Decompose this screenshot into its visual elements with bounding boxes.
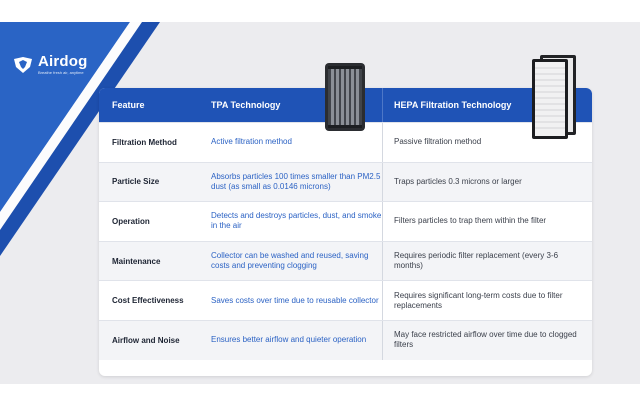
row-tpa: Active filtration method: [197, 123, 383, 162]
row-feature: Cost Effectiveness: [112, 296, 184, 306]
table-row: [99, 241, 592, 281]
banner: [0, 22, 640, 384]
header-hepa: HEPA Filtration Technology: [394, 100, 512, 110]
row-hepa: Requires significant long-term costs due to filter replacements: [394, 290, 563, 310]
header-tpa: TPA Technology: [197, 88, 383, 122]
airdog-logo: [12, 54, 88, 75]
table-row: [99, 162, 592, 202]
row-hepa: Requires periodic filter replacement (every 3-6 months): [394, 251, 559, 271]
row-feature: Maintenance: [112, 256, 161, 266]
table-row: [99, 280, 592, 320]
row-feature: Airflow and Noise: [112, 335, 180, 345]
header-feature: Feature: [112, 100, 145, 110]
row-feature: Filtration Method: [112, 137, 177, 147]
row-tpa: Ensures better airflow and quieter operation: [197, 321, 383, 360]
table-row: [99, 320, 592, 360]
row-tpa: Absorbs particles 100 times smaller than PM2.5 dust (as small as 0.0146 microns): [197, 163, 383, 202]
row-feature: Operation: [112, 216, 150, 226]
row-hepa: May face restricted airflow over time due to clogged filters: [394, 330, 577, 350]
hepa-filter-image: [528, 53, 580, 141]
row-tpa: Detects and destroys particles, dust, and smoke in the air: [197, 202, 383, 241]
row-feature: Particle Size: [112, 177, 160, 187]
tpa-collector-image: [322, 61, 368, 133]
row-hepa: Filters particles to trap them within the filter: [394, 216, 547, 226]
row-tpa: Collector can be washed and reused, saving costs and preventing clogging: [197, 242, 383, 281]
airdog-logo-icon: [12, 56, 34, 74]
row-hepa: Traps particles 0.3 microns or larger: [394, 176, 522, 186]
table-row: [99, 201, 592, 241]
brand-tagline: Breathe fresh air, anytime: [38, 70, 84, 75]
row-tpa: Saves costs over time due to reusable collector: [197, 281, 383, 320]
brand-name: Airdog: [38, 53, 88, 70]
row-hepa: Passive filtration method: [394, 137, 482, 147]
